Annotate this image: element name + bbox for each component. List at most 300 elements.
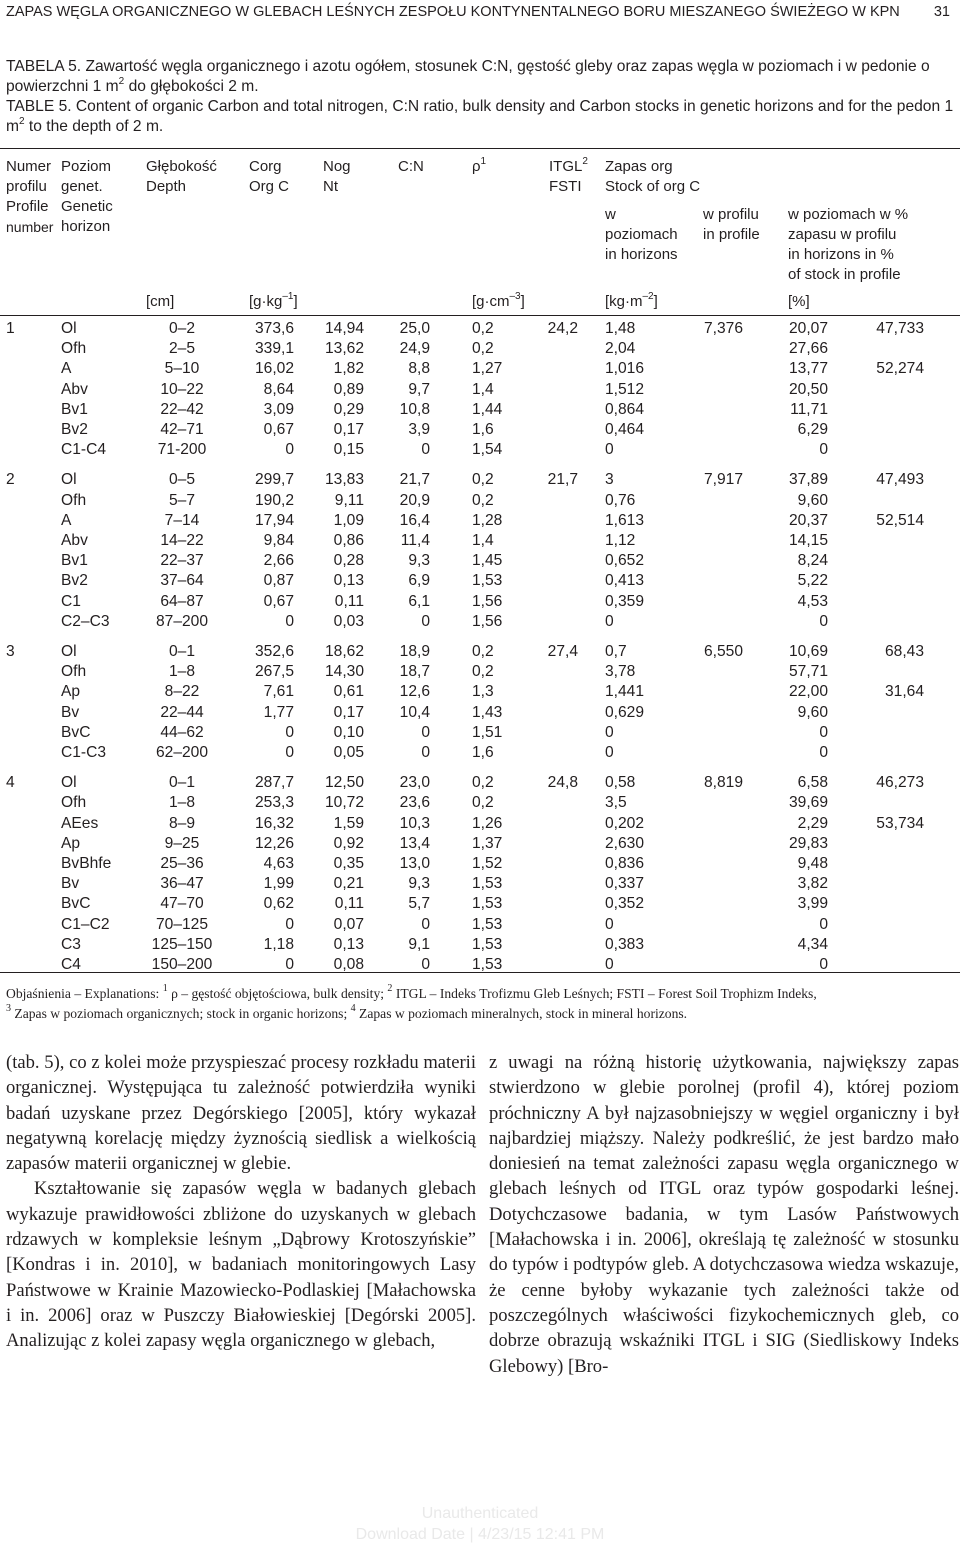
unit-percent: [%]: [788, 293, 810, 310]
cell-percent-organic: 47,493: [876, 471, 924, 489]
watermark-line: Unauthenticated: [421, 1505, 539, 1522]
header-profile-number: [6, 157, 53, 237]
cell-depth: 1–8: [168, 663, 196, 681]
header-line: Nt: [323, 178, 338, 195]
header-line: w: [605, 206, 616, 223]
cell-nog: 0,92: [333, 834, 364, 852]
header-line: Genetic: [61, 198, 113, 215]
unit-sup: –3: [509, 291, 521, 302]
cell-horizon: C1–C2: [61, 915, 110, 933]
cell-depth: 22–44: [160, 703, 204, 721]
cell-cn: 25,0: [399, 320, 430, 337]
cell-corg: 190,2: [254, 491, 294, 509]
cell-corg: 0,67: [263, 592, 294, 610]
cell-stock-horizon: 0,337: [605, 875, 645, 893]
cell-nog: 0,15: [333, 441, 364, 459]
cell-stock-horizon: 0: [605, 915, 614, 933]
cell-nog: 0,28: [333, 552, 364, 570]
cell-nog: 0,11: [334, 592, 364, 610]
table-caption-polish: [6, 57, 954, 97]
running-head: [6, 4, 950, 20]
cell-horizon: C4: [61, 956, 81, 973]
cell-bulk-density: 1,43: [472, 703, 503, 721]
cell-stock-horizon: 0: [605, 723, 614, 741]
cell-cn: 24,9: [399, 340, 430, 358]
cell-cn: 0: [421, 441, 430, 459]
header-rho-sup: 1: [480, 156, 487, 167]
header-stock-in-profile: [703, 205, 760, 245]
cell-stock-horizon: 0: [605, 612, 614, 630]
cell-corg: 0: [285, 915, 294, 933]
cell-stock-percent: 29,83: [788, 834, 828, 852]
cell-horizon: C2–C3: [61, 612, 110, 630]
cell-stock-percent: 0: [819, 744, 828, 761]
cell-bulk-density: 0,2: [472, 663, 494, 681]
footnote-text: ρ – gęstość objętościowa, bulk density;: [167, 986, 388, 1001]
cell-cn: 12,6: [399, 683, 430, 701]
cell-stock-horizon: 1,512: [605, 380, 645, 398]
cell-cn: 8,8: [408, 360, 430, 378]
header-line: Stock of org C: [605, 178, 701, 195]
body-column-left: [6, 1050, 476, 1354]
cell-stock-percent: 3,99: [797, 895, 828, 913]
cell-horizon: C1-C4: [61, 441, 107, 459]
cell-stock-horizon: 1,48: [605, 320, 636, 337]
cell-corg: 8,64: [263, 380, 294, 398]
cell-stock-percent: 0: [819, 915, 828, 933]
cell-nog: 9,11: [334, 491, 364, 509]
page-number: 31: [933, 4, 950, 20]
caption-pl-tail: do głębokości 2 m.: [124, 78, 259, 95]
cell-cn: 0: [421, 723, 430, 741]
cell-bulk-density: 1,53: [472, 572, 503, 590]
cell-corg: 16,02: [254, 360, 294, 378]
body-paragraph: z uwagi na różną historię użytkowania, największy zapas stwierdzono w glebie porolnej (profil 4), której poziom próchniczny A był najzasobniejszy w węgiel organiczny i był najbardziej miąższy. Należy podkreślić, że jest bardzo mało doniesień na temat zależności zapasu węgla organicznego w glebach leśnych od ITGL oraz typów gospodarki leśnej. Dotychczasowe badania, w tym Lasów Państwowych [Małachowska i in. 2006], określają tę zależność w stosunku do typów i podtypów gleb. A dotychczasowa wiedza wskazuje, że cenne byłoby wykazanie tych zależności także od poszczególnych właściwości fizykochemicznych gleb, co dobrze obrazują wskaźniki ITGL i SIG (Siedliskowy Indeks Glebowy) [Bro-: [489, 1052, 959, 1377]
cell-stock-horizon: 0,202: [605, 814, 645, 832]
header-line: Nog: [323, 158, 351, 175]
cell-stock-percent: 5,22: [797, 572, 828, 590]
cell-corg: 1,99: [263, 875, 294, 893]
cell-cn: 10,8: [399, 400, 430, 418]
cell-stock-percent: 6,29: [797, 421, 828, 438]
cell-stock-percent: 0: [819, 612, 828, 630]
header-cn: C:N: [398, 158, 424, 175]
unit-sup: –2: [642, 291, 654, 302]
cell-bulk-density: 1,6: [472, 421, 494, 438]
cell-horizon: C1: [61, 592, 81, 610]
cell-nog: 14,94: [324, 320, 364, 337]
cell-nog: 13,83: [324, 471, 364, 489]
cell-stock-percent: 10,69: [788, 643, 828, 660]
cell-cn: 18,9: [399, 643, 430, 660]
cell-stock-horizon: 3: [605, 471, 614, 489]
cell-corg: 1,18: [263, 935, 294, 953]
caption-en-text: TABLE 5. Content of organic Carbon and total nitrogen, C:N ratio, bulk density and Carbon stocks in genetic horizons and for the pedon 1 m: [6, 98, 954, 135]
cell-nog: 0,89: [333, 380, 364, 398]
cell-cn: 9,3: [408, 875, 430, 893]
unit-sup: –1: [282, 291, 294, 302]
cell-stock-horizon: 0,629: [605, 703, 645, 721]
header-line: horizon: [61, 218, 111, 235]
cell-stock-percent: 22,00: [788, 683, 828, 701]
cell-stock-horizon: 0,359: [605, 592, 645, 610]
cell-depth: 62–200: [155, 744, 209, 761]
cell-cn: 13,0: [399, 855, 430, 872]
body-paragraph: (tab. 5), co z kolei może przyspieszać procesy rozkładu materii organicznej. Występująca tu zależność potwierdziła wyniki badań uzyskane przez Degórskiego [2005], który wykazał negatywną korelację między żyznością siedlisk a wielkością zapasów materii organicznej w glebie.: [6, 1052, 476, 1175]
cell-stock-horizon: 0: [605, 956, 614, 973]
cell-corg: 9,84: [263, 532, 294, 549]
cell-stock-horizon: 0,652: [605, 552, 645, 570]
cell-profile-stock: 7,376: [703, 320, 743, 337]
cell-corg: 287,7: [254, 774, 294, 792]
cell-nog: 1,09: [333, 511, 364, 529]
cell-stock-horizon: 0,464: [605, 421, 645, 438]
cell-horizon: C1-C3: [61, 744, 107, 761]
cell-cn: 23,0: [399, 774, 430, 792]
cell-horizon: Bv1: [61, 400, 88, 418]
cell-cn: 16,4: [399, 511, 430, 529]
cell-corg: 12,26: [254, 834, 294, 852]
cell-stock-horizon: 3,78: [605, 663, 636, 681]
cell-stock-horizon: 0: [605, 744, 614, 761]
cell-cn: 0: [421, 612, 430, 630]
cell-bulk-density: 1,4: [472, 380, 494, 398]
cell-percent-mineral: 52,274: [876, 360, 924, 378]
cell-bulk-density: 1,45: [472, 552, 503, 570]
table-bottom-rule: [0, 972, 960, 973]
footnote-text: Objaśnienia – Explanations:: [6, 986, 163, 1001]
header-line: Numer: [6, 158, 52, 175]
header-line: Corg: [249, 158, 282, 175]
cell-stock-percent: 57,71: [788, 663, 828, 681]
unit-text: [kg·m: [605, 293, 643, 310]
cell-depth: 42–71: [160, 421, 204, 438]
cell-horizon: Ol: [61, 643, 77, 660]
cell-bulk-density: 1,4: [472, 532, 494, 549]
cell-stock-percent: 13,77: [788, 360, 828, 378]
cell-cn: 9,7: [408, 380, 430, 398]
cell-depth: 9–25: [164, 834, 200, 852]
cell-stock-percent: 3,82: [797, 875, 828, 893]
cell-stock-horizon: 0,352: [605, 895, 645, 913]
cell-bulk-density: 1,3: [472, 683, 494, 701]
header-line: genet.: [61, 178, 103, 195]
cell-horizon: Abv: [61, 380, 88, 398]
cell-profile-stock: 8,819: [703, 774, 743, 792]
cell-nog: 1,82: [333, 360, 364, 378]
cell-corg: 3,09: [263, 400, 294, 418]
cell-stock-percent: 4,34: [797, 935, 828, 953]
cell-cn: 0: [421, 956, 430, 973]
cell-itgl: 24,8: [547, 774, 578, 792]
cell-depth: 70–125: [155, 915, 209, 933]
cell-depth: 8–9: [168, 814, 196, 832]
cell-horizon: BvC: [61, 723, 91, 741]
cell-stock-horizon: 1,016: [605, 360, 645, 378]
cell-horizon: A: [61, 511, 72, 529]
unit-content: $[g\cdot kg^{-1}]$: [249, 291, 298, 310]
cell-horizon: Ol: [61, 471, 77, 489]
cell-corg: 0: [285, 956, 294, 973]
cell-cn: 20,9: [399, 491, 430, 509]
cell-percent-mineral: 31,64: [884, 683, 924, 701]
footnote-text: Zapas w poziomach organicznych; stock in organic horizons;: [11, 1006, 351, 1021]
header-line: poziomach: [605, 226, 678, 243]
cell-horizon: C3: [61, 935, 81, 953]
cell-stock-percent: 8,24: [797, 552, 828, 570]
cell-corg: 0,87: [263, 572, 294, 590]
caption-pl-text: TABELA 5. Zawartość węgla organicznego i azotu ogółem, stosunek C:N, gęstość gleby oraz zapas węgla w poziomach i w pedonie o powierzchni 1 m: [6, 58, 930, 95]
cell-itgl: 27,4: [547, 643, 578, 660]
cell-bulk-density: 1,53: [472, 956, 503, 973]
cell-stock-percent: 39,69: [788, 794, 828, 812]
header-line: zapasu w profilu: [788, 226, 897, 243]
cell-bulk-density: 0,2: [472, 340, 494, 358]
cell-horizon: BvC: [61, 895, 91, 913]
cell-bulk-density: 1,52: [472, 855, 503, 872]
cell-bulk-density: 0,2: [472, 471, 494, 489]
cell-depth: 22–37: [160, 552, 204, 570]
cell-horizon: Ap: [61, 683, 81, 701]
cell-horizon: Ap: [61, 834, 81, 852]
cell-corg: 0,62: [263, 895, 294, 913]
cell-percent-mineral: 52,514: [876, 511, 924, 529]
cell-cn: 10,3: [399, 814, 430, 832]
cell-cn: 0: [421, 744, 430, 761]
cell-nog: 0,11: [334, 895, 364, 913]
cell-depth: 2–5: [168, 340, 196, 358]
caption-en-sup: 2: [19, 115, 25, 127]
cell-nog: 10,72: [324, 794, 364, 812]
cell-nog: 0,10: [333, 723, 364, 741]
cell-stock-horizon: 0,76: [605, 491, 636, 509]
header-bottom-rule: [0, 315, 960, 316]
cell-depth: 0–2: [168, 320, 196, 337]
cell-bulk-density: 1,54: [472, 441, 503, 459]
cell-profile-stock: 6,550: [703, 643, 743, 660]
caption-pl-sup: 2: [118, 75, 125, 87]
cell-bulk-density: 1,56: [472, 592, 503, 610]
footnote-text: ITGL – Indeks Trofizmu Gleb Leśnych; FSTI – Forest Soil Trophizm Indeks,: [392, 986, 817, 1001]
cell-stock-horizon: 0,413: [605, 572, 645, 590]
footnote-sup: 2: [387, 983, 393, 995]
footnote-sup: 4: [350, 1003, 356, 1015]
cell-stock-percent: 9,60: [797, 491, 828, 509]
cell-nog: 0,13: [333, 935, 364, 953]
cell-corg: 16,32: [254, 814, 294, 832]
cell-corg: 1,77: [263, 703, 294, 721]
cell-stock-percent: 37,89: [788, 471, 828, 489]
cell-profile-number: 2: [6, 471, 15, 489]
header-itgl-sup: 2: [582, 156, 588, 167]
header-line: of stock in profile: [788, 266, 901, 283]
cell-bulk-density: 1,53: [472, 915, 503, 933]
cell-corg: 0: [285, 744, 294, 761]
footnote-sup: 3: [6, 1003, 11, 1015]
cell-depth: 71-200: [157, 441, 207, 459]
cell-depth: 0–1: [168, 774, 196, 792]
cell-horizon: AEes: [61, 814, 99, 832]
cell-corg: 0: [285, 441, 294, 459]
header-line: Profile: [6, 198, 49, 215]
cell-cn: 6,1: [408, 592, 430, 610]
cell-nog: 0,07: [333, 915, 364, 933]
cell-cn: 10,4: [399, 703, 430, 721]
caption-en-tail: to the depth of 2 m.: [24, 118, 164, 135]
cell-stock-percent: 2,29: [797, 814, 828, 832]
cell-nog: 0,21: [333, 875, 364, 893]
cell-cn: 13,4: [399, 834, 430, 852]
header-line: Głębokość: [146, 158, 217, 175]
cell-bulk-density: 1,56: [472, 612, 503, 630]
header-line: in horizons in %: [788, 246, 894, 263]
cell-depth: 125–150: [151, 935, 213, 953]
cell-stock-horizon: 2,04: [605, 340, 636, 358]
cell-profile-number: 3: [6, 643, 15, 660]
cell-horizon: Bv2: [61, 572, 88, 590]
cell-depth: 1–8: [168, 794, 196, 812]
cell-cn: 9,1: [408, 935, 430, 953]
cell-nog: 0,13: [333, 572, 364, 590]
header-itgl-label: ITGL: [549, 158, 583, 175]
header-nog: [323, 157, 351, 197]
cell-stock-percent: 9,48: [797, 855, 828, 872]
cell-stock-horizon: 0,836: [605, 855, 645, 872]
cell-nog: 0,86: [333, 532, 364, 549]
cell-bulk-density: 1,26: [472, 814, 503, 832]
cell-depth: 44–62: [160, 723, 204, 741]
cell-nog: 1,59: [333, 814, 364, 832]
cell-bulk-density: 0,2: [472, 643, 494, 660]
cell-depth: 25–36: [160, 855, 204, 872]
header-line: in profile: [703, 226, 760, 243]
cell-horizon: Ofh: [61, 663, 87, 681]
cell-cn: 23,6: [399, 794, 430, 812]
header-itgl: [549, 157, 588, 197]
cell-stock-horizon: 1,441: [605, 683, 645, 701]
cell-corg: 0,67: [263, 421, 294, 438]
cell-stock-horizon: 0: [605, 441, 614, 459]
cell-corg: 352,6: [254, 643, 294, 660]
cell-depth: 5–10: [164, 360, 200, 378]
cell-bulk-density: 1,53: [472, 935, 503, 953]
cell-stock-horizon: 0,383: [605, 935, 645, 953]
cell-horizon: BvBhfe: [61, 855, 112, 872]
cell-corg: 253,3: [254, 794, 294, 812]
cell-stock-percent: 6,58: [797, 774, 828, 792]
cell-horizon: Bv: [61, 875, 80, 893]
cell-depth: 47–70: [160, 895, 204, 913]
cell-depth: 5–7: [168, 491, 196, 509]
table-caption-english: [6, 97, 954, 137]
cell-horizon: Ol: [61, 320, 77, 337]
cell-nog: 0,17: [333, 703, 364, 721]
cell-bulk-density: 1,53: [472, 895, 503, 913]
header-line: in horizons: [605, 246, 678, 263]
cell-stock-horizon: 0,7: [605, 643, 627, 660]
unit-density: $[g\cdot cm^{-3}]$: [472, 291, 525, 310]
cell-bulk-density: 0,2: [472, 491, 494, 509]
cell-depth: 22–42: [160, 400, 204, 418]
cell-depth: 36–47: [160, 875, 204, 893]
cell-corg: 2,66: [263, 552, 294, 570]
cell-stock-percent: 20,07: [788, 320, 828, 337]
header-horizon: [61, 157, 113, 237]
cell-stock-percent: 0: [819, 956, 828, 973]
cell-stock-percent: 0: [819, 723, 828, 741]
cell-cn: 6,9: [408, 572, 430, 590]
cell-nog: 0,35: [333, 855, 364, 872]
header-fsti: FSTI: [549, 178, 582, 195]
cell-depth: 0–5: [168, 471, 196, 489]
header-stock: [605, 157, 700, 197]
cell-horizon: Ofh: [61, 340, 87, 358]
cell-depth: 150–200: [151, 956, 213, 973]
cell-corg: 4,63: [263, 855, 294, 872]
cell-horizon: Bv1: [61, 552, 88, 570]
cell-cn: 0: [421, 915, 430, 933]
cell-stock-horizon: 0,58: [605, 774, 636, 792]
cell-stock-horizon: 2,630: [605, 834, 645, 852]
footnote-sup: 1: [162, 983, 168, 995]
cell-depth: 14–22: [160, 532, 204, 549]
cell-horizon: Bv2: [61, 421, 88, 438]
header-bulk-density: [472, 157, 486, 177]
header-rho: ρ: [472, 158, 481, 175]
cell-percent-organic: 68,43: [884, 643, 924, 660]
table-footnote: [6, 984, 956, 1024]
cell-nog: 0,03: [333, 612, 364, 630]
cell-cn: 21,7: [399, 471, 430, 489]
cell-nog: 0,17: [333, 421, 364, 438]
cell-depth: 37–64: [160, 572, 204, 590]
cell-bulk-density: 1,37: [472, 834, 503, 852]
cell-depth: 64–87: [160, 592, 204, 610]
header-line: Org C: [249, 178, 290, 195]
cell-bulk-density: 0,2: [472, 794, 494, 812]
cell-stock-percent: 11,71: [790, 400, 828, 418]
header-depth: [146, 157, 217, 197]
cell-cn: 18,7: [399, 663, 430, 681]
cell-stock-percent: 20,50: [788, 380, 828, 398]
cell-stock-percent: 4,53: [797, 592, 828, 610]
cell-stock-horizon: 1,12: [605, 532, 636, 549]
body-column-right: [489, 1050, 959, 1379]
cell-nog: 14,30: [324, 663, 364, 681]
header-stock-percent: [788, 205, 908, 285]
cell-stock-percent: 9,60: [797, 703, 828, 721]
header-line: Zapas org: [605, 158, 673, 175]
watermark-line: Download Date | 4/23/15 12:41 PM: [355, 1526, 605, 1543]
cell-corg: 373,6: [254, 320, 294, 337]
cell-bulk-density: 0,2: [472, 774, 494, 792]
cell-bulk-density: 1,53: [472, 875, 503, 893]
header-line: profilu: [6, 178, 47, 195]
cell-nog: 0,08: [333, 956, 364, 973]
cell-nog: 13,62: [324, 340, 364, 358]
cell-depth: 8–22: [164, 683, 200, 701]
cell-bulk-density: 0,2: [472, 320, 494, 337]
running-title: ZAPAS WĘGLA ORGANICZNEGO W GLEBACH LEŚNYCH ZESPOŁU KONTYNENTALNEGO BORU MIESZANEGO ŚWIEŻEGO W KPN: [6, 4, 900, 20]
cell-bulk-density: 1,51: [472, 723, 503, 741]
cell-depth: 87–200: [155, 612, 209, 630]
cell-cn: 9,3: [408, 552, 430, 570]
cell-corg: 267,5: [254, 663, 294, 681]
header-stock-in-horizons: [605, 205, 678, 265]
cell-bulk-density: 1,6: [472, 744, 494, 761]
header-line: Depth: [146, 178, 187, 195]
cell-corg: 299,7: [254, 471, 294, 489]
